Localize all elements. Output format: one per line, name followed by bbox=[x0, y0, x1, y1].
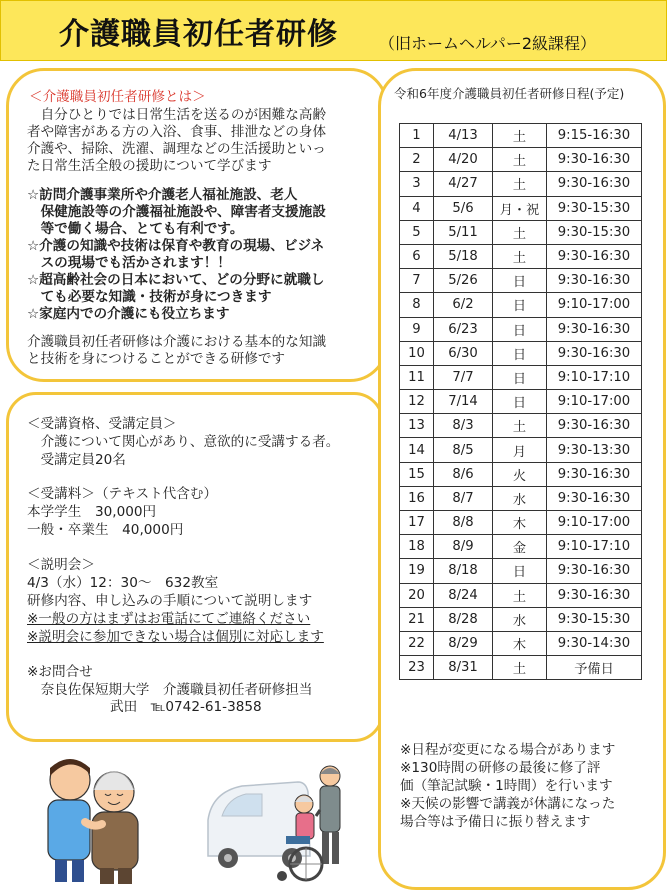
schedule-cell-time: 9:30-15:30 bbox=[547, 607, 642, 631]
schedule-row bbox=[400, 462, 642, 486]
about-summary-line: と技術を身につけることができる研修です bbox=[27, 351, 286, 367]
about-desc-line: 者や障害がある方の入浴、食事、排泄などの身体 bbox=[27, 124, 327, 140]
schedule-row bbox=[400, 656, 642, 680]
schedule-cell-date: 6/2 bbox=[434, 293, 493, 317]
schedule-cell-time: 9:30-16:30 bbox=[547, 269, 642, 293]
schedule-cell-date: 8/18 bbox=[434, 559, 493, 583]
schedule-row bbox=[400, 172, 642, 196]
schedule-cell-time: 9:10-17:10 bbox=[547, 535, 642, 559]
schedule-cell-time: 9:30-16:30 bbox=[547, 462, 642, 486]
schedule-cell-time: 9:30-16:30 bbox=[547, 172, 642, 196]
schedule-cell-date: 4/20 bbox=[434, 148, 493, 172]
schedule-cell-date: 8/5 bbox=[434, 438, 493, 462]
schedule-cell-weekday: 土 bbox=[493, 244, 547, 268]
session-heading: ＜説明会＞ bbox=[27, 557, 95, 573]
schedule-cell-weekday: 土 bbox=[493, 583, 547, 607]
schedule-cell-number: 14 bbox=[400, 438, 434, 462]
caregiver-helping-elderly-man-illustration bbox=[30, 752, 155, 884]
schedule-note-line: ※天候の影響で講義が休講になった bbox=[400, 796, 616, 812]
schedule-cell-time: 9:30-16:30 bbox=[547, 559, 642, 583]
about-point-line: ☆家庭内での介護にも役立ちます bbox=[27, 306, 230, 322]
schedule-title: 令和6年度介護職員初任者研修日程(予定) bbox=[394, 86, 625, 101]
schedule-cell-weekday: 日 bbox=[493, 317, 547, 341]
schedule-cell-weekday: 火 bbox=[493, 462, 547, 486]
schedule-cell-time: 9:30-14:30 bbox=[547, 631, 642, 655]
about-point-line: 保健施設等の介護福祉施設や、障害者支援施設 bbox=[27, 204, 326, 220]
schedule-cell-time: 9:30-16:30 bbox=[547, 583, 642, 607]
schedule-cell-weekday: 土 bbox=[493, 148, 547, 172]
schedule-cell-time: 9:30-16:30 bbox=[547, 414, 642, 438]
schedule-cell-number: 2 bbox=[400, 148, 434, 172]
session-date: 4/3（水）12：30～ 632教室 bbox=[27, 575, 219, 591]
about-point-line: ☆超高齢社会の日本において、どの分野に就職し bbox=[27, 272, 325, 288]
schedule-cell-date: 8/6 bbox=[434, 462, 493, 486]
schedule-cell-weekday: 水 bbox=[493, 486, 547, 510]
schedule-cell-date: 4/27 bbox=[434, 172, 493, 196]
schedule-cell-date: 4/13 bbox=[434, 124, 493, 148]
schedule-cell-time: 9:30-15:30 bbox=[547, 196, 642, 220]
schedule-cell-time: 予備日 bbox=[547, 656, 642, 680]
schedule-cell-weekday: 水 bbox=[493, 607, 547, 631]
schedule-cell-time: 9:30-16:30 bbox=[547, 244, 642, 268]
schedule-row bbox=[400, 365, 642, 389]
schedule-cell-number: 4 bbox=[400, 196, 434, 220]
schedule-row bbox=[400, 559, 642, 583]
schedule-cell-date: 8/7 bbox=[434, 486, 493, 510]
schedule-cell-number: 1 bbox=[400, 124, 434, 148]
schedule-cell-time: 9:30-16:30 bbox=[547, 341, 642, 365]
schedule-cell-date: 8/29 bbox=[434, 631, 493, 655]
schedule-row bbox=[400, 414, 642, 438]
schedule-table bbox=[399, 123, 642, 680]
schedule-cell-time: 9:10-17:00 bbox=[547, 511, 642, 535]
fee-heading: ＜受講料＞（テキスト代含む） bbox=[27, 486, 218, 502]
header-band bbox=[0, 0, 667, 61]
schedule-cell-date: 6/30 bbox=[434, 341, 493, 365]
schedule-cell-number: 19 bbox=[400, 559, 434, 583]
schedule-row bbox=[400, 583, 642, 607]
fee-line: 本学学生 30,000円 bbox=[27, 504, 157, 520]
schedule-cell-number: 7 bbox=[400, 269, 434, 293]
schedule-row bbox=[400, 196, 642, 220]
eligibility-line: 受講定員20名 bbox=[27, 452, 126, 468]
about-point-line: スの現場でも活かされます！！ bbox=[27, 255, 231, 271]
schedule-cell-weekday: 日 bbox=[493, 269, 547, 293]
schedule-cell-number: 23 bbox=[400, 656, 434, 680]
schedule-cell-number: 16 bbox=[400, 486, 434, 510]
session-note: ※説明会に参加できない場合は個別に対応します bbox=[27, 629, 324, 645]
schedule-row bbox=[400, 438, 642, 462]
schedule-cell-number: 21 bbox=[400, 607, 434, 631]
eligibility-heading: ＜受講資格、受講定員＞ bbox=[27, 416, 177, 432]
schedule-cell-date: 6/23 bbox=[434, 317, 493, 341]
schedule-cell-number: 8 bbox=[400, 293, 434, 317]
schedule-row bbox=[400, 317, 642, 341]
schedule-row bbox=[400, 535, 642, 559]
schedule-row bbox=[400, 390, 642, 414]
contact-org: 奈良佐保短期大学 介護職員初任者研修担当 bbox=[27, 682, 313, 698]
contact-person: 武田 ℡0742-61-3858 bbox=[110, 699, 262, 715]
about-point-line: 等で働く場合、とても有利です。 bbox=[27, 221, 244, 237]
schedule-cell-date: 8/9 bbox=[434, 535, 493, 559]
schedule-cell-date: 8/28 bbox=[434, 607, 493, 631]
schedule-row bbox=[400, 220, 642, 244]
about-desc-line: た日常生活全般の援助について学びます bbox=[27, 158, 272, 174]
schedule-cell-number: 6 bbox=[400, 244, 434, 268]
schedule-cell-number: 12 bbox=[400, 390, 434, 414]
schedule-cell-number: 10 bbox=[400, 341, 434, 365]
schedule-cell-weekday: 土 bbox=[493, 124, 547, 148]
schedule-cell-date: 7/14 bbox=[434, 390, 493, 414]
schedule-cell-number: 3 bbox=[400, 172, 434, 196]
schedule-cell-weekday: 日 bbox=[493, 390, 547, 414]
schedule-note-line: 場合等は予備日に振り替えます bbox=[400, 814, 591, 830]
schedule-row bbox=[400, 607, 642, 631]
schedule-cell-date: 5/6 bbox=[434, 196, 493, 220]
schedule-cell-date: 8/24 bbox=[434, 583, 493, 607]
schedule-cell-weekday: 土 bbox=[493, 172, 547, 196]
schedule-cell-time: 9:30-13:30 bbox=[547, 438, 642, 462]
schedule-row bbox=[400, 486, 642, 510]
schedule-cell-weekday: 月・祝 bbox=[493, 196, 547, 220]
eligibility-line: 介護について関心があり、意欲的に受講する者。 bbox=[27, 434, 340, 450]
schedule-cell-time: 9:10-17:10 bbox=[547, 365, 642, 389]
schedule-cell-date: 5/26 bbox=[434, 269, 493, 293]
schedule-cell-weekday: 土 bbox=[493, 414, 547, 438]
schedule-cell-weekday: 日 bbox=[493, 365, 547, 389]
session-desc: 研修内容、申し込みの手順について説明します bbox=[27, 593, 313, 609]
about-heading: ＜介護職員初任者研修とは＞ bbox=[29, 89, 206, 105]
schedule-cell-weekday: 月 bbox=[493, 438, 547, 462]
schedule-cell-date: 8/8 bbox=[434, 511, 493, 535]
schedule-cell-weekday: 木 bbox=[493, 511, 547, 535]
session-note: ※一般の方はまずはお電話にてご連絡ください bbox=[27, 611, 311, 627]
schedule-cell-time: 9:10-17:00 bbox=[547, 293, 642, 317]
contact-heading: ※お問合せ bbox=[27, 664, 93, 680]
about-point-line: ☆訪問介護事業所や介護老人福祉施設、老人 bbox=[27, 187, 298, 203]
schedule-cell-number: 17 bbox=[400, 511, 434, 535]
about-desc-line: 自分ひとりでは日常生活を送るのが困難な高齢 bbox=[27, 107, 327, 123]
schedule-note-line: ※130時間の研修の最後に修了評 bbox=[400, 760, 601, 776]
schedule-row bbox=[400, 148, 642, 172]
schedule-cell-number: 15 bbox=[400, 462, 434, 486]
schedule-cell-weekday: 土 bbox=[493, 656, 547, 680]
schedule-cell-number: 20 bbox=[400, 583, 434, 607]
page-title: 介護職員初任者研修 bbox=[59, 17, 338, 52]
about-desc-line: 介護や、掃除、洗濯、調理などの生活援助といっ bbox=[27, 141, 326, 157]
schedule-cell-weekday: 日 bbox=[493, 341, 547, 365]
schedule-cell-date: 5/18 bbox=[434, 244, 493, 268]
schedule-row bbox=[400, 124, 642, 148]
fee-line: 一般・卒業生 40,000円 bbox=[27, 522, 184, 538]
wheelchair-and-van-illustration bbox=[202, 760, 352, 888]
schedule-cell-date: 8/31 bbox=[434, 656, 493, 680]
schedule-cell-number: 5 bbox=[400, 220, 434, 244]
schedule-row bbox=[400, 511, 642, 535]
schedule-cell-time: 9:30-16:30 bbox=[547, 486, 642, 510]
schedule-cell-time: 9:30-15:30 bbox=[547, 220, 642, 244]
schedule-cell-number: 18 bbox=[400, 535, 434, 559]
schedule-cell-time: 9:30-16:30 bbox=[547, 148, 642, 172]
about-point-line: ても必要な知識・技術が身につきます bbox=[27, 289, 272, 305]
schedule-cell-number: 9 bbox=[400, 317, 434, 341]
page-subtitle: （旧ホームヘルパー2級課程） bbox=[379, 34, 597, 53]
about-summary-line: 介護職員初任者研修は介護における基本的な知識 bbox=[27, 334, 327, 350]
schedule-cell-date: 8/3 bbox=[434, 414, 493, 438]
schedule-cell-number: 11 bbox=[400, 365, 434, 389]
schedule-cell-weekday: 金 bbox=[493, 535, 547, 559]
schedule-row bbox=[400, 293, 642, 317]
schedule-note-line: ※日程が変更になる場合があります bbox=[400, 742, 616, 758]
schedule-cell-weekday: 日 bbox=[493, 559, 547, 583]
schedule-cell-time: 9:15-16:30 bbox=[547, 124, 642, 148]
schedule-row bbox=[400, 341, 642, 365]
schedule-row bbox=[400, 631, 642, 655]
schedule-cell-weekday: 土 bbox=[493, 220, 547, 244]
schedule-row bbox=[400, 269, 642, 293]
schedule-cell-date: 7/7 bbox=[434, 365, 493, 389]
schedule-row bbox=[400, 244, 642, 268]
schedule-cell-time: 9:10-17:00 bbox=[547, 390, 642, 414]
schedule-cell-date: 5/11 bbox=[434, 220, 493, 244]
about-point-line: ☆介護の知識や技術は保育や教育の現場、ビジネ bbox=[27, 238, 325, 254]
schedule-cell-weekday: 木 bbox=[493, 631, 547, 655]
schedule-note-line: 価（筆記試験・1時間）を行います bbox=[400, 778, 613, 794]
schedule-cell-number: 13 bbox=[400, 414, 434, 438]
schedule-cell-weekday: 日 bbox=[493, 293, 547, 317]
schedule-cell-time: 9:30-16:30 bbox=[547, 317, 642, 341]
schedule-cell-number: 22 bbox=[400, 631, 434, 655]
